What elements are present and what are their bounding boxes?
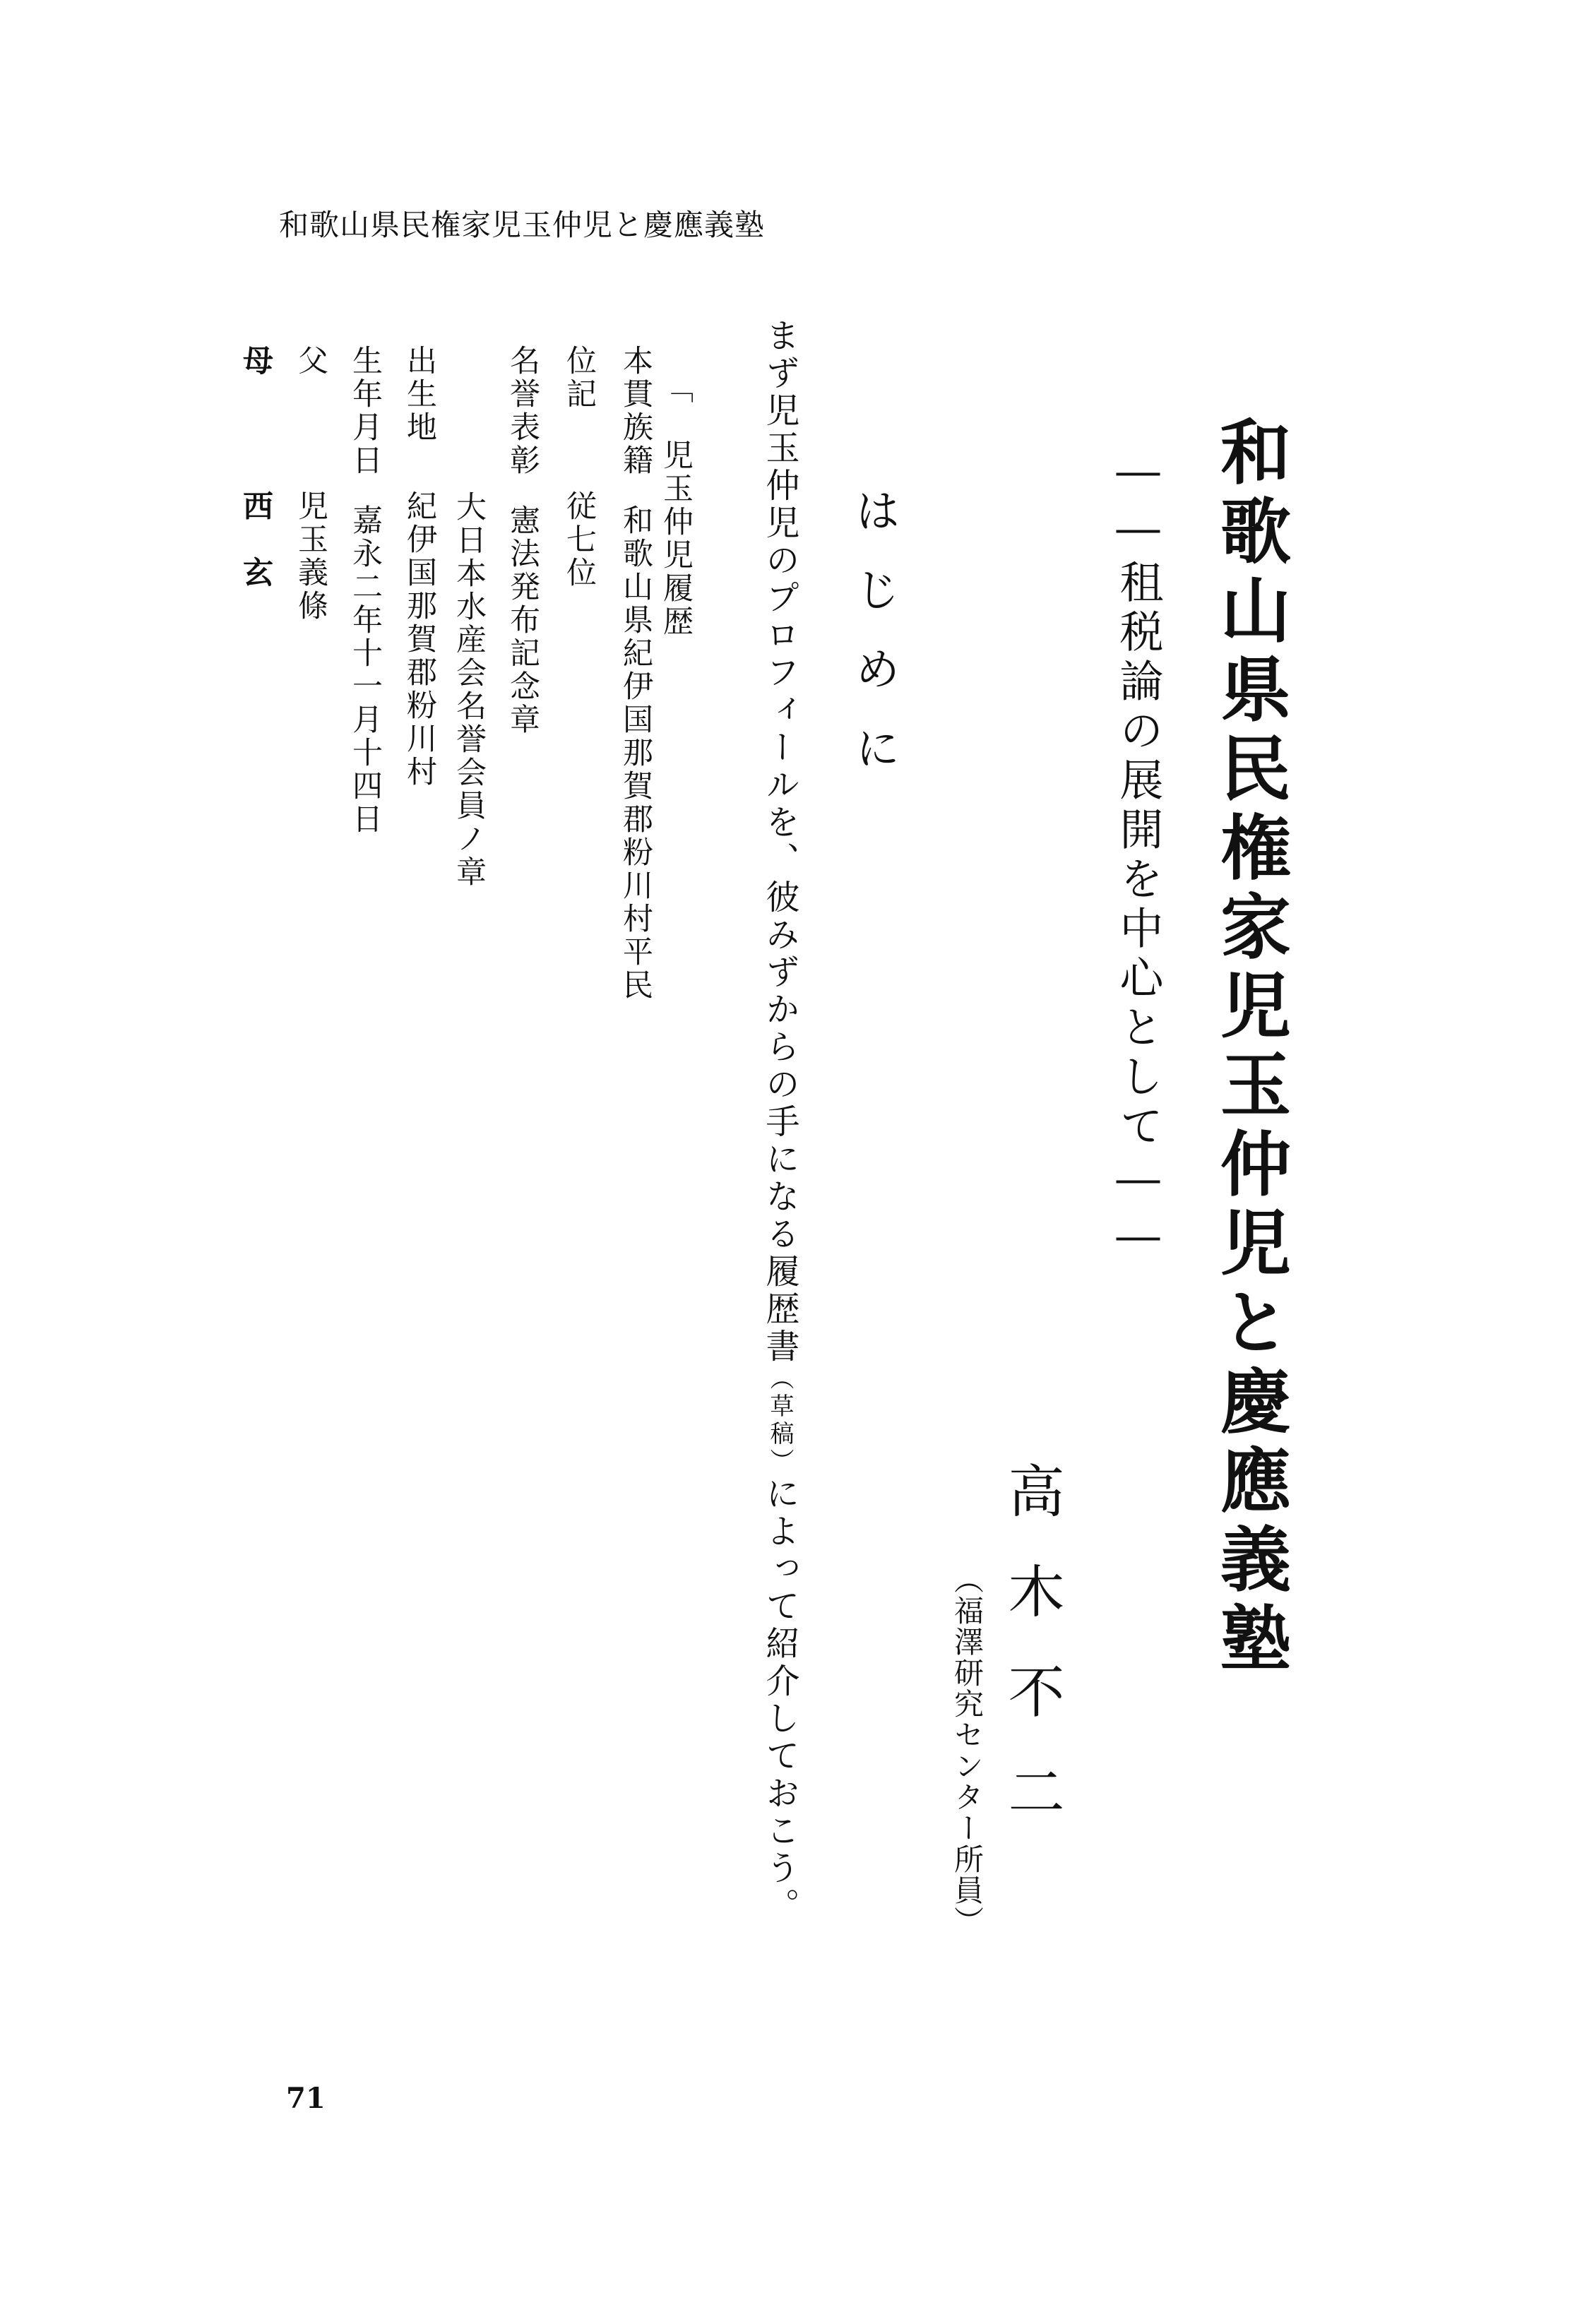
resume-entry-suisankai xyxy=(451,491,487,889)
intro-paragraph xyxy=(760,318,799,1925)
resume-value: 従七位 xyxy=(561,490,597,590)
resume-entry-mother xyxy=(238,345,273,590)
intro-note: （草稿） xyxy=(766,1366,794,1476)
resume-entry-birthplace xyxy=(402,345,437,789)
resume-label: 本貫族籍 xyxy=(618,345,653,477)
author-name: 高木不二 xyxy=(999,1462,1064,1863)
resume-value: 憲法発布記念章 xyxy=(505,504,540,737)
resume-value: 嘉永二年十一月十四日 xyxy=(347,504,383,836)
resume-label: 出生地 xyxy=(402,345,437,444)
running-header: 和歌山県民権家児玉仲児と慶應義塾 xyxy=(279,208,766,242)
resume-entry-birthdate xyxy=(347,345,383,836)
section-heading: はじめに xyxy=(848,487,900,804)
resume-entry-honkan xyxy=(618,345,653,1002)
resume-label: 名誉表彰 xyxy=(505,345,540,477)
resume-value: 大日本水産会名誉会員ノ章 xyxy=(451,491,487,889)
resume-value: 西 玄 xyxy=(238,490,273,590)
resume-value: 児玉義條 xyxy=(293,490,328,623)
resume-label: 生年月日 xyxy=(347,345,383,477)
resume-entry-meiyo xyxy=(505,345,540,737)
intro-text-before: まず児玉仲児のプロフィールを、彼みずからの手になる履歴書 xyxy=(760,318,799,1366)
article-subtitle: ――租税論の展開を中心として―― xyxy=(1112,445,1164,1267)
resume-entry-father xyxy=(295,345,326,623)
resume-value: 和歌山県紀伊国那賀郡粉川村平民 xyxy=(618,504,653,1002)
article-title: 和歌山県民権家児玉仲児と慶應義塾 xyxy=(1208,415,1292,1681)
intro-text-after: によって紹介しておこう。 xyxy=(760,1476,799,1925)
resume-entry-iki xyxy=(561,345,597,590)
resume-title: 「 児玉仲児履歴 xyxy=(658,373,694,638)
resume-label: 位記 xyxy=(561,345,597,411)
resume-value: 紀伊国那賀郡粉川村 xyxy=(402,490,437,789)
resume-label: 母 xyxy=(238,345,273,378)
author-affiliation: （福澤研究センター所員） xyxy=(950,1564,985,1937)
resume-label: 父 xyxy=(293,345,328,378)
page-number: 71 xyxy=(286,2082,326,2115)
